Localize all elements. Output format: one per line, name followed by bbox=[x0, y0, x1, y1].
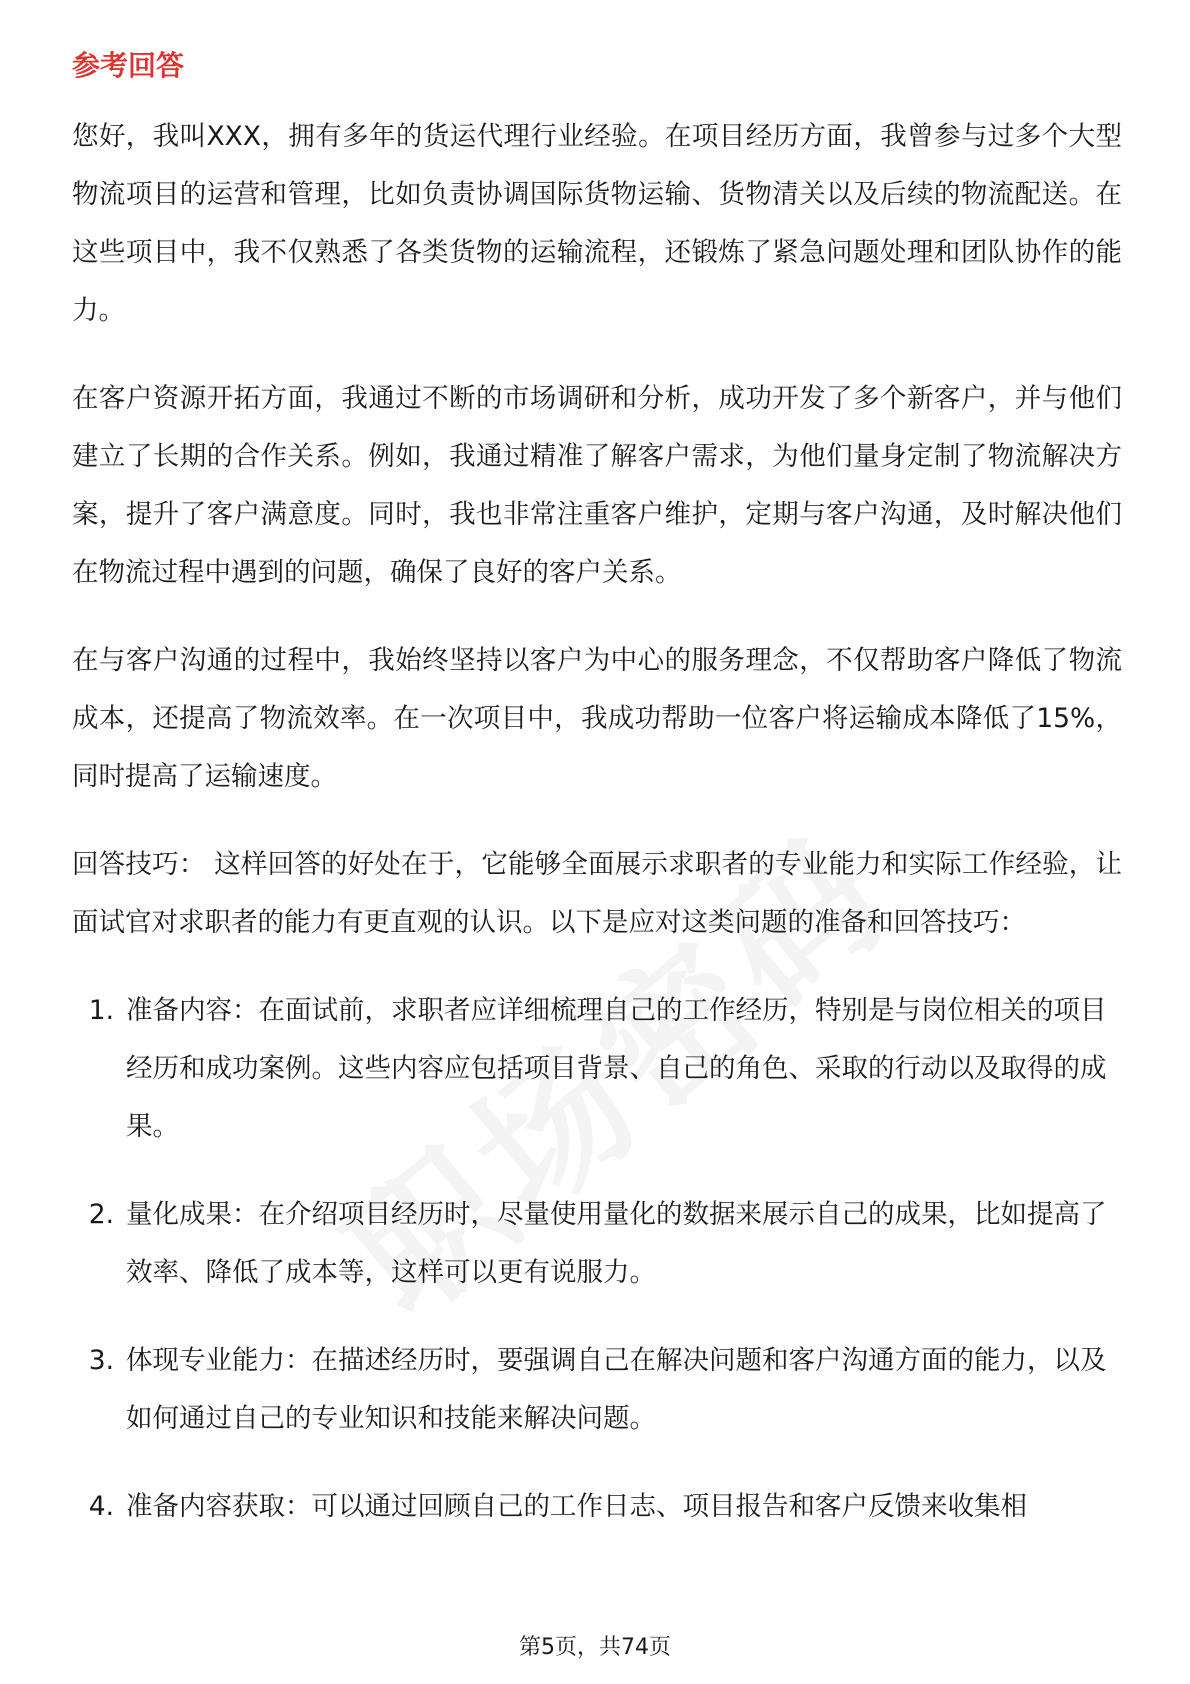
list-item bbox=[72, 982, 1122, 1156]
list-item bbox=[72, 1332, 1122, 1448]
list-item-number: 4. bbox=[88, 1491, 114, 1522]
list-item-number: 3. bbox=[88, 1345, 114, 1376]
paragraph-client-communication: 在与客户沟通的过程中，我始终坚持以客户为中心的服务理念，不仅帮助客户降低了物流成本，还提高了物流效率。在一次项目中，我成功帮助一位客户将运输成本降低了15%，同时提高了运输速度。 bbox=[72, 645, 1122, 792]
content-body bbox=[72, 46, 1122, 1566]
tips-list bbox=[72, 982, 1122, 1536]
list-item-text: 量化成果：在介绍项目经历时，尽量使用量化的数据来展示自己的成果，比如提高了效率、降低了成本等，这样可以更有说服力。 bbox=[126, 1199, 1107, 1288]
paragraph-intro: 您好，我叫XXX，拥有多年的货运代理行业经验。在项目经历方面，我曾参与过多个大型物流项目的运营和管理，比如负责协调国际货物运输、货物清关以及后续的物流配送。在这些项目中，我不仅熟悉了各类货物的运输流程，还锻炼了紧急问题处理和团队协作的能力。 bbox=[72, 121, 1122, 326]
page-footer: 第5页，共74页 bbox=[519, 1635, 671, 1660]
section-heading: 参考回答 bbox=[72, 49, 185, 82]
list-item-number: 1. bbox=[88, 995, 114, 1026]
list-item-text: 准备内容获取：可以通过回顾自己的工作日志、项目报告和客户反馈来收集相 bbox=[126, 1491, 1027, 1522]
list-item-text: 体现专业能力：在描述经历时，要强调自己在解决问题和客户沟通方面的能力，以及如何通过自己的专业知识和技能来解决问题。 bbox=[126, 1345, 1107, 1434]
paragraph-client-development: 在客户资源开拓方面，我通过不断的市场调研和分析，成功开发了多个新客户，并与他们建立了长期的合作关系。例如，我通过精准了解客户需求，为他们量身定制了物流解决方案，提升了客户满意度。同时，我也非常注重客户维护，定期与客户沟通，及时解决他们在物流过程中遇到的问题，确保了良好的客户关系。 bbox=[72, 383, 1122, 588]
list-item bbox=[72, 1478, 1122, 1536]
list-item-number: 2. bbox=[88, 1199, 114, 1230]
list-item-text: 准备内容：在面试前，求职者应详细梳理自己的工作经历，特别是与岗位相关的项目经历和成功案例。这些内容应包括项目背景、自己的角色、采取的行动以及取得的成果。 bbox=[126, 995, 1107, 1142]
list-item bbox=[72, 1186, 1122, 1302]
paragraph-answer-tips: 回答技巧： 这样回答的好处在于，它能够全面展示求职者的专业能力和实际工作经验，让面试官对求职者的能力有更直观的认识。以下是应对这类问题的准备和回答技巧： bbox=[72, 849, 1122, 938]
